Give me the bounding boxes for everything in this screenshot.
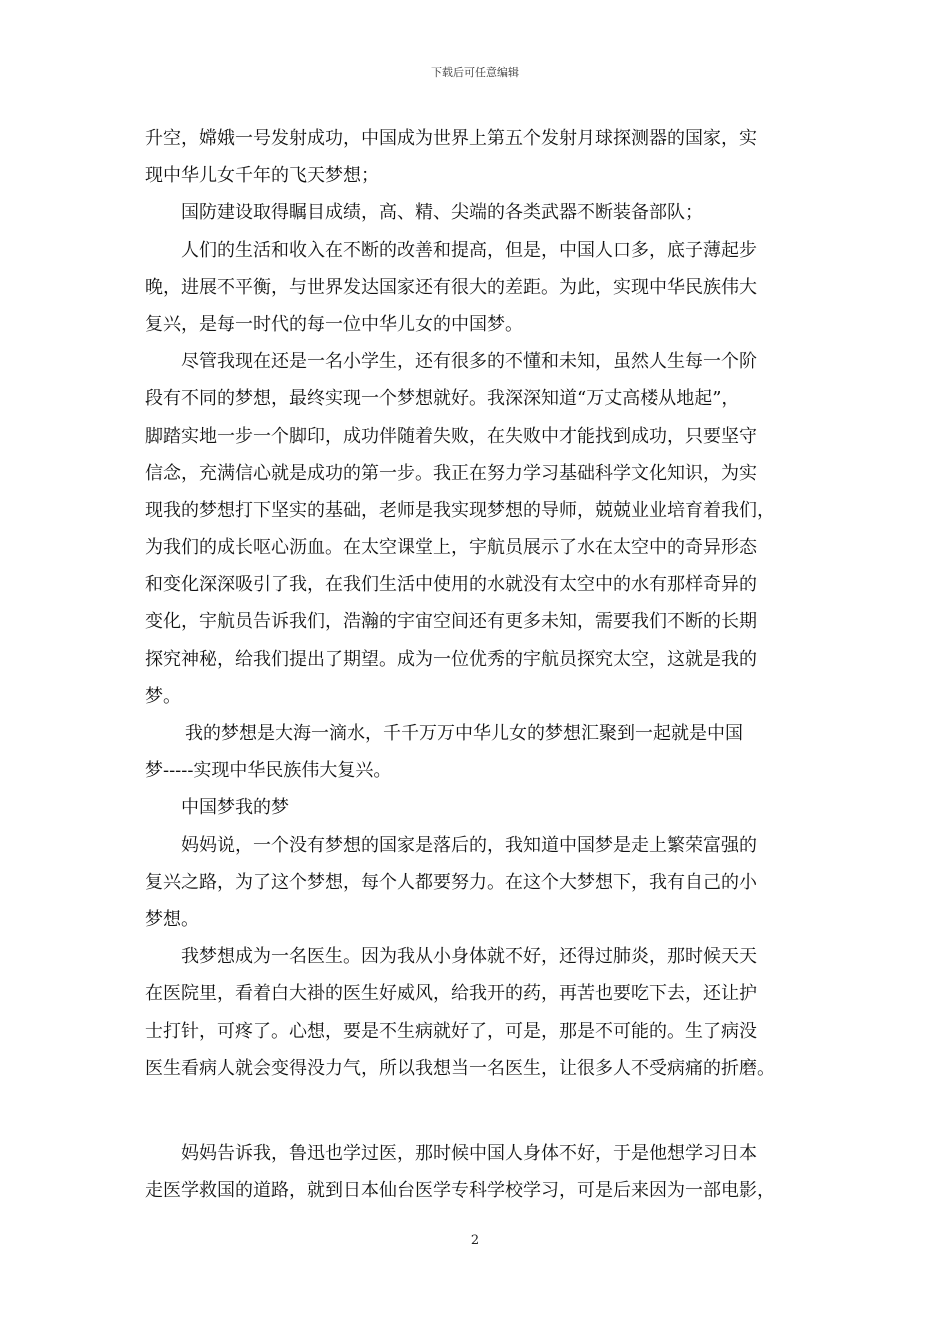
text-line: 升空，嫦娥一号发射成功，中国成为世界上第五个发射月球探测器的国家，实 xyxy=(145,128,757,149)
text-line: 我的梦想是大海一滴水，千千万万中华儿女的梦想汇聚到一起就是中国 xyxy=(185,723,743,744)
text-line: 在医院里，看着白大褂的医生好威风，给我开的药，再苦也要吃下去，还让护 xyxy=(145,983,757,1005)
text-line: 我梦想成为一名医生。因为我从小身体就不好，还得过肺炎，那时候天天 xyxy=(181,946,757,968)
page-header-note: 下载后可任意编辑 xyxy=(431,66,519,79)
text-line: 人们的生活和收入在不断的改善和提高，但是，中国人口多，底子薄起步 xyxy=(181,239,757,261)
page-number: 2 xyxy=(470,1233,480,1248)
text-line: 复兴之路，为了这个梦想，每个人都要努力。在这个大梦想下，我有自己的小 xyxy=(145,871,757,893)
text-line: 梦-----实现中华民族伟大复兴。 xyxy=(145,760,392,782)
text-line: 现我的梦想打下坚实的基础，老师是我实现梦想的导师，兢兢业业培育着我们， xyxy=(145,499,775,521)
text-line: 现中华儿女千年的飞天梦想； xyxy=(145,165,379,187)
text-line: 和变化深深吸引了我，在我们生活中使用的水就没有太空中的水有那样奇异的 xyxy=(145,574,757,596)
text-line: 复兴，是每一时代的每一位中华儿女的中国梦。 xyxy=(145,313,523,335)
text-line: 晚，进展不平衡，与世界发达国家还有很大的差距。为此，实现中华民族伟大 xyxy=(145,276,757,298)
text-line: 医生看病人就会变得没力气，所以我想当一名医生，让很多人不受病痛的折磨。 xyxy=(145,1057,775,1079)
paragraph-spacer xyxy=(145,1087,810,1135)
text-line: 为我们的成长呕心沥血。在太空课堂上，宇航员展示了水在太空中的奇异形态 xyxy=(145,537,757,559)
text-line: 妈妈告诉我，鲁迅也学过医，那时候中国人身体不好，于是他想学习日本 xyxy=(181,1142,757,1164)
text-line: 脚踏实地一步一个脚印，成功伴随着失败，在失败中才能找到成功，只要坚守 xyxy=(145,425,757,447)
section-heading: 中国梦我的梦 xyxy=(181,797,289,819)
text-line: 信念，充满信心就是成功的第一步。我正在努力学习基础科学文化知识，为实 xyxy=(145,462,757,484)
text-line: 探究神秘，给我们提出了期望。成为一位优秀的宇航员探究太空，这就是我的 xyxy=(145,648,757,670)
text-line: 尽管我现在还是一名小学生，还有很多的不懂和未知，虽然人生每一个阶 xyxy=(181,351,757,373)
text-line: 国防建设取得瞩目成绩，高、精、尖端的各类武器不断装备部队； xyxy=(181,202,703,224)
text-line: 梦想。 xyxy=(145,908,199,930)
text-line: 变化，宇航员告诉我们，浩瀚的宇宙空间还有更多未知，需要我们不断的长期 xyxy=(145,611,757,633)
text-line: 段有不同的梦想，最终实现一个梦想就好。我深深知道“万丈高楼从地起”， xyxy=(145,388,740,410)
document-body xyxy=(145,120,810,1209)
text-line: 妈妈说，一个没有梦想的国家是落后的，我知道中国梦是走上繁荣富强的 xyxy=(181,834,757,856)
text-line: 走医学救国的道路，就到日本仙台医学专科学校学习，可是后来因为一部电影， xyxy=(145,1180,775,1202)
text-line: 士打针，可疼了。心想，要是不生病就好了，可是，那是不可能的。生了病没 xyxy=(145,1020,757,1042)
text-line: 梦。 xyxy=(145,685,181,707)
